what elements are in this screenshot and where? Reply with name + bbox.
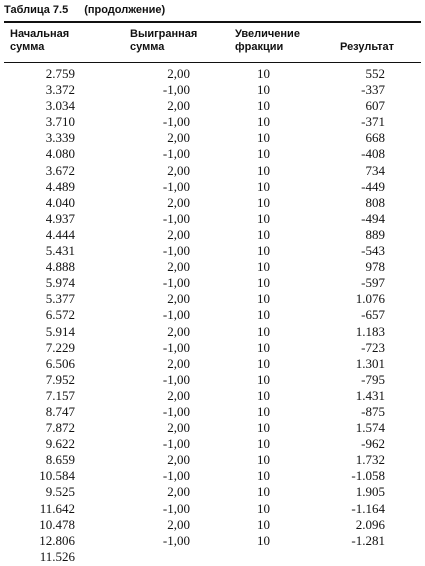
table-row: [0, 372, 385, 388]
cell-initial-sum: 11.642: [39, 500, 75, 516]
cell-initial-sum: 3.710: [45, 114, 75, 130]
cell-initial-sum: 3.672: [45, 162, 75, 178]
cell-fraction-increase: 10: [257, 275, 270, 291]
header-rule: [4, 62, 421, 63]
cell-result: 1.905: [355, 484, 385, 500]
table-row: [0, 484, 385, 500]
cell-fraction-increase: 10: [257, 500, 270, 516]
cell-result: 552: [365, 66, 385, 81]
cell-result: 1.431: [355, 387, 385, 403]
cell-fraction-increase: 10: [257, 484, 270, 500]
cell-won-sum: -1,00: [162, 403, 190, 419]
table-row: [0, 356, 385, 372]
cell-won-sum: -1,00: [162, 307, 190, 323]
header-fraction-increase-line2: фракции: [235, 41, 284, 53]
cell-initial-sum: 7.872: [45, 420, 75, 436]
table-row: [0, 468, 385, 484]
header-result: Результат: [340, 41, 395, 53]
cell-result: -962: [361, 436, 385, 452]
cell-result: -1.281: [351, 532, 385, 548]
table-row: [0, 307, 385, 323]
cell-won-sum: 2,00: [167, 226, 190, 242]
cell-result: 1.732: [355, 452, 385, 468]
cell-won-sum: 2,00: [167, 259, 190, 275]
cell-won-sum: -1,00: [162, 436, 190, 452]
cell-fraction-increase: 10: [257, 146, 270, 162]
cell-won-sum: -1,00: [162, 210, 190, 226]
table-row: [0, 420, 385, 436]
header-won-sum: [130, 28, 197, 54]
cell-won-sum: 2,00: [167, 516, 190, 532]
table-row: [0, 227, 385, 243]
table-row: [0, 163, 385, 179]
cell-fraction-increase: 10: [257, 452, 270, 468]
table-row: [0, 340, 385, 356]
cell-fraction-increase: 10: [257, 98, 270, 114]
cell-initial-sum: 4.080: [45, 146, 75, 162]
table-row: [0, 195, 385, 211]
cell-fraction-increase: 10: [257, 82, 270, 98]
cell-won-sum: -1,00: [162, 243, 190, 259]
cell-result: -494: [361, 210, 385, 226]
table-row: [0, 243, 385, 259]
cell-fraction-increase: 10: [257, 339, 270, 355]
cell-fraction-increase: 10: [257, 468, 270, 484]
cell-won-sum: -1,00: [162, 146, 190, 162]
cell-result: 668: [365, 130, 385, 146]
cell-won-sum: -1,00: [162, 178, 190, 194]
cell-initial-sum: 9.525: [45, 484, 75, 500]
cell-fraction-increase: 10: [257, 371, 270, 387]
table-body: [0, 66, 385, 565]
cell-fraction-increase: 10: [257, 420, 270, 436]
cell-won-sum: 2,00: [167, 323, 190, 339]
table-row: [0, 275, 385, 291]
cell-won-sum: -1,00: [162, 114, 190, 130]
cell-result: 1.301: [355, 355, 385, 371]
cell-fraction-increase: 10: [257, 516, 270, 532]
cell-won-sum: 2,00: [167, 291, 190, 307]
header-won-sum-line2: сумма: [130, 41, 165, 53]
table-row: [0, 82, 385, 98]
cell-won-sum: -1,00: [162, 371, 190, 387]
cell-won-sum: 2,00: [167, 452, 190, 468]
cell-won-sum: 2,00: [167, 66, 190, 81]
cell-initial-sum: 10.478: [39, 516, 75, 532]
table-row: [0, 517, 385, 533]
cell-fraction-increase: 10: [257, 532, 270, 548]
cell-initial-sum: 4.489: [45, 178, 75, 194]
cell-result: 734: [365, 162, 385, 178]
cell-initial-sum: 12.806: [39, 532, 75, 548]
cell-initial-sum: 9.622: [45, 436, 75, 452]
cell-won-sum: -1,00: [162, 82, 190, 98]
cell-initial-sum: 7.157: [45, 387, 75, 403]
cell-result: 808: [365, 194, 385, 210]
cell-initial-sum: 2.759: [45, 66, 75, 81]
cell-fraction-increase: 10: [257, 403, 270, 419]
header-initial-sum: [10, 28, 69, 54]
cell-won-sum: -1,00: [162, 500, 190, 516]
cell-won-sum: 2,00: [167, 355, 190, 371]
cell-fraction-increase: 10: [257, 226, 270, 242]
cell-result: 889: [365, 226, 385, 242]
cell-result: -795: [361, 371, 385, 387]
cell-initial-sum: 4.888: [45, 259, 75, 275]
cell-fraction-increase: 10: [257, 307, 270, 323]
table-row: [0, 146, 385, 162]
cell-won-sum: 2,00: [167, 484, 190, 500]
header-fraction-increase: [235, 28, 300, 54]
cell-fraction-increase: 10: [257, 114, 270, 130]
cell-initial-sum: 3.339: [45, 130, 75, 146]
cell-fraction-increase: 10: [257, 436, 270, 452]
cell-result: 1.076: [355, 291, 385, 307]
cell-fraction-increase: 10: [257, 259, 270, 275]
cell-initial-sum: 5.377: [45, 291, 75, 307]
cell-result: -1.058: [351, 468, 385, 484]
table-row: [0, 452, 385, 468]
top-rule: [4, 21, 421, 23]
cell-fraction-increase: 10: [257, 243, 270, 259]
cell-initial-sum: 3.372: [45, 82, 75, 98]
table-row: [0, 179, 385, 195]
cell-initial-sum: 8.659: [45, 452, 75, 468]
cell-fraction-increase: [190, 549, 270, 565]
cell-result: 607: [365, 98, 385, 114]
table-row: [0, 130, 385, 146]
cell-result: -1.164: [351, 500, 385, 516]
cell-won-sum: 2,00: [167, 387, 190, 403]
cell-initial-sum: 8.747: [45, 403, 75, 419]
table-caption: [4, 4, 165, 16]
cell-result: -657: [361, 307, 385, 323]
cell-initial-sum: 3.034: [45, 98, 75, 114]
cell-fraction-increase: 10: [257, 178, 270, 194]
cell-result: -723: [361, 339, 385, 355]
cell-fraction-increase: 10: [257, 291, 270, 307]
cell-won-sum: 2,00: [167, 194, 190, 210]
cell-result: [270, 549, 385, 565]
cell-fraction-increase: 10: [257, 130, 270, 146]
cell-result: -597: [361, 275, 385, 291]
caption-note: (продолжение): [84, 4, 166, 16]
caption-label: Таблица 7.5: [4, 4, 69, 16]
cell-fraction-increase: 10: [257, 210, 270, 226]
cell-fraction-increase: 10: [257, 323, 270, 339]
table-row: [0, 388, 385, 404]
cell-won-sum: 2,00: [167, 98, 190, 114]
data-table: [0, 66, 385, 565]
table-row: [0, 98, 385, 114]
table-row: [0, 259, 385, 275]
table-row: [0, 291, 385, 307]
table-row: [0, 404, 385, 420]
table-row: [0, 549, 385, 565]
cell-result: 978: [365, 259, 385, 275]
cell-initial-sum: 7.229: [45, 339, 75, 355]
cell-initial-sum: 4.040: [45, 194, 75, 210]
cell-initial-sum: 4.444: [45, 226, 75, 242]
cell-result: 1.574: [355, 420, 385, 436]
cell-won-sum: 2,00: [167, 130, 190, 146]
header-initial-sum-line1: Начальная: [10, 28, 70, 40]
cell-fraction-increase: 10: [257, 162, 270, 178]
cell-result: -875: [361, 403, 385, 419]
cell-result: -408: [361, 146, 385, 162]
cell-result: -543: [361, 243, 385, 259]
table-row: [0, 66, 385, 82]
cell-won-sum: -1,00: [162, 468, 190, 484]
cell-fraction-increase: 10: [257, 387, 270, 403]
table-row: [0, 324, 385, 340]
table-row: [0, 211, 385, 227]
cell-won-sum: -1,00: [162, 275, 190, 291]
header-won-sum-line1: Выигранная: [130, 28, 198, 40]
header-fraction-increase-line1: Увеличение: [235, 28, 300, 40]
cell-won-sum: [75, 549, 190, 565]
table-row: [0, 436, 385, 452]
cell-won-sum: -1,00: [162, 532, 190, 548]
cell-initial-sum: 10.584: [39, 468, 75, 484]
cell-initial-sum: 11.526: [39, 548, 75, 564]
table-row: [0, 501, 385, 517]
cell-result: -337: [361, 82, 385, 98]
cell-result: 2.096: [355, 516, 385, 532]
cell-fraction-increase: 10: [257, 194, 270, 210]
cell-initial-sum: 6.572: [45, 307, 75, 323]
header-initial-sum-line2: сумма: [10, 41, 45, 53]
table-row: [0, 114, 385, 130]
cell-won-sum: 2,00: [167, 420, 190, 436]
cell-initial-sum: 5.431: [45, 243, 75, 259]
cell-result: 1.183: [355, 323, 385, 339]
cell-fraction-increase: 10: [257, 355, 270, 371]
cell-initial-sum: 4.937: [45, 210, 75, 226]
cell-initial-sum: 7.952: [45, 371, 75, 387]
cell-result: -449: [361, 178, 385, 194]
cell-initial-sum: 6.506: [45, 355, 75, 371]
cell-won-sum: 2,00: [167, 162, 190, 178]
cell-result: -371: [361, 114, 385, 130]
cell-initial-sum: 5.914: [45, 323, 75, 339]
cell-won-sum: -1,00: [162, 339, 190, 355]
table-row: [0, 533, 385, 549]
cell-fraction-increase: 10: [257, 66, 270, 81]
cell-initial-sum: 5.974: [45, 275, 75, 291]
